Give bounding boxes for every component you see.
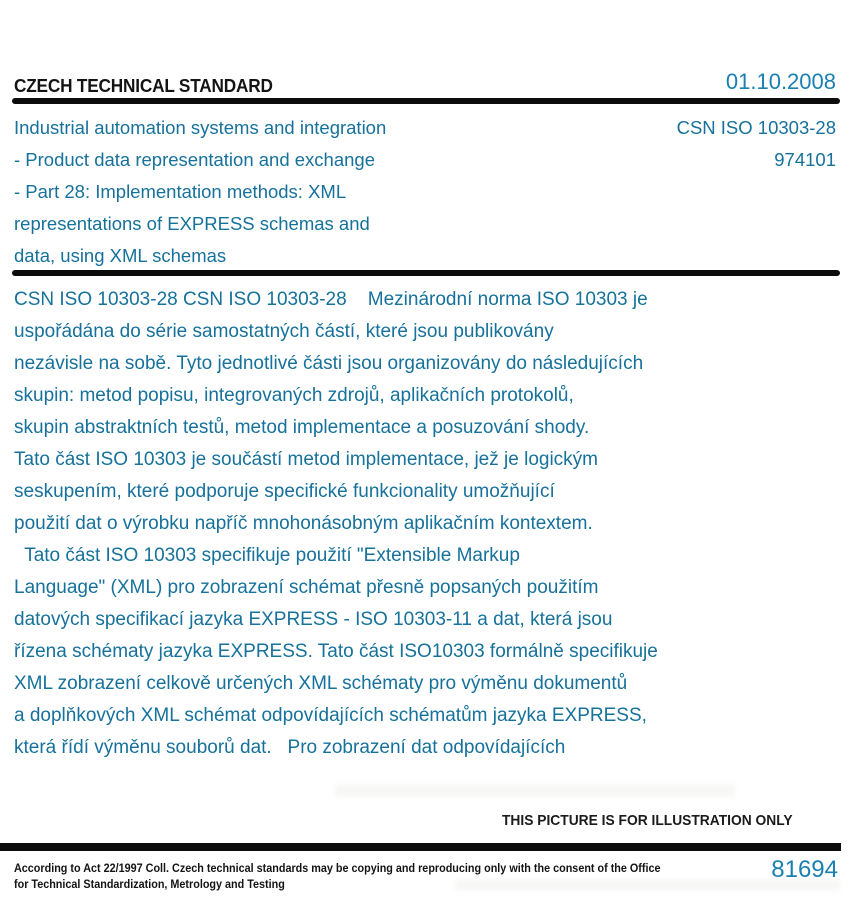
copyright-line: for Technical Standardization, Metrology and Testing (14, 876, 285, 891)
abstract-text (14, 284, 814, 764)
abstract-line: která řídí výměnu souborů dat. Pro zobrazení dat odpovídajících (14, 737, 566, 758)
abstract-line: uspořádána do série samostatných částí, které jsou publikovány (14, 321, 554, 342)
copyright-line: According to Act 22/1997 Coll. Czech technical standards may be copying and reproducing only with the consent of the Office (14, 861, 661, 875)
abstract-line: seskupením, které podporuje specifické funkcionality umožňující (14, 481, 555, 502)
faded-ghost-text (335, 784, 735, 797)
copyright-notice (14, 861, 661, 892)
abstract-line: Tato část ISO 10303 je součástí metod implementace, jež je logickým (14, 449, 598, 470)
standard-title-line: - Product data representation and exchange (14, 149, 375, 170)
abstract-line: a doplňkových XML schémat odpovídajících schématům jazyka EXPRESS, (14, 705, 647, 726)
issue-date: 01.10.2008 (725, 69, 836, 94)
standard-title (14, 112, 534, 272)
standard-number: CSN ISO 10303-28 (676, 117, 836, 138)
abstract-line: datových specifikací jazyka EXPRESS - ISO 10303-11 a dat, která jsou (14, 609, 613, 630)
page-title: CZECH TECHNICAL STANDARD (14, 75, 273, 96)
title-divider (12, 270, 840, 276)
abstract-line: použití dat o výrobku napříč mnohonásobným aplikačním kontextem. (14, 513, 593, 534)
abstract-line: nezávisle na sobě. Tyto jednotlivé části jsou organizovány do následujících (14, 353, 644, 374)
standard-reference (536, 112, 836, 176)
abstract-line: XML zobrazení celkově určených XML schématy pro výměnu dokumentů (14, 673, 628, 694)
standard-title-line: - Part 28: Implementation methods: XML (14, 181, 347, 202)
abstract-line: Language" (XML) pro zobrazení schémat přesně popsaných použitím (14, 577, 599, 598)
illustration-notice: THIS PICTURE IS FOR ILLUSTRATION ONLY (502, 812, 793, 829)
header-divider (12, 98, 840, 104)
abstract-line: skupin abstraktních testů, metod implementace a posuzování shody. (14, 417, 590, 438)
catalog-number: 974101 (774, 149, 836, 170)
standard-title-line: representations of EXPRESS schemas and (14, 213, 370, 234)
document-number: 81694 (771, 856, 838, 883)
abstract-line: Tato část ISO 10303 specifikuje použití "Extensible Markup (14, 545, 520, 566)
abstract-line: CSN ISO 10303-28 CSN ISO 10303-28 Mezinárodní norma ISO 10303 je (14, 289, 648, 310)
abstract-line: řízena schématy jazyka EXPRESS. Tato část ISO10303 formálně specifikuje (14, 641, 658, 662)
standard-title-line: data, using XML schemas (14, 245, 227, 266)
standard-title-line: Industrial automation systems and integration (14, 117, 387, 138)
abstract-line: skupin: metod popisu, integrovaných zdrojů, aplikačních protokolů, (14, 385, 574, 406)
footer-divider (0, 843, 841, 851)
